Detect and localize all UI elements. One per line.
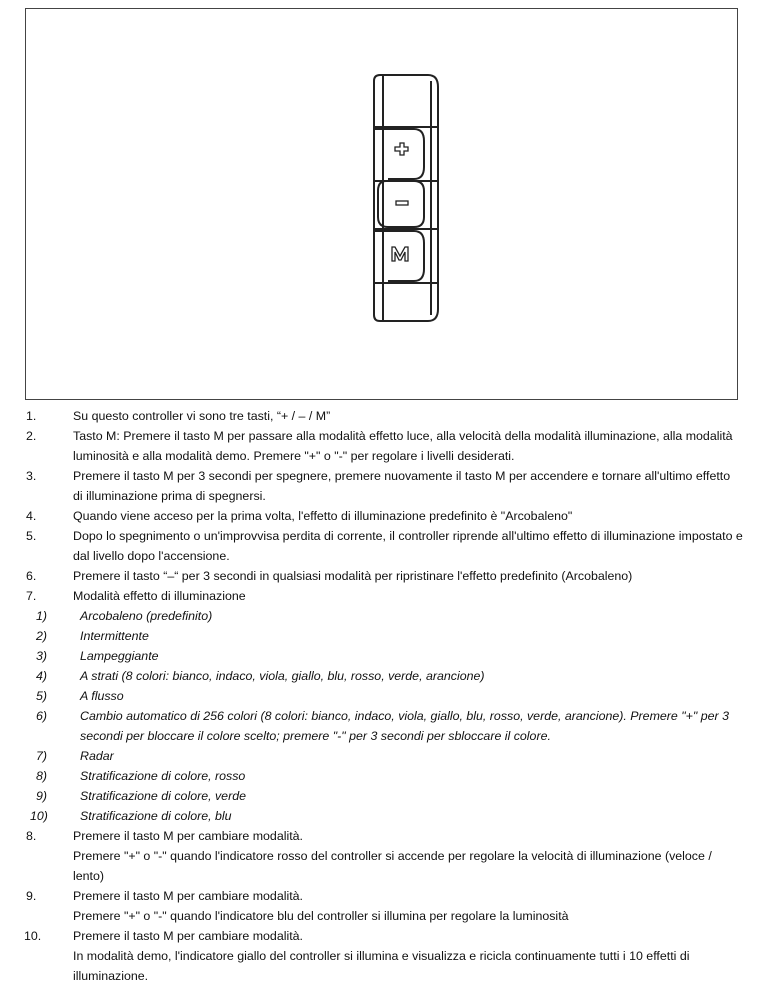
mode-number: 8) [36, 769, 48, 783]
mode-text: Radar [80, 749, 114, 763]
minus-button-shape [378, 181, 424, 227]
item-number: 8. [26, 829, 37, 843]
mode-text: Stratificazione di colore, verde [80, 789, 246, 803]
item-text: Premere il tasto M per cambiare modalità. [73, 829, 304, 843]
item-number: 2. [26, 429, 37, 443]
item-number: 3. [26, 469, 37, 483]
item-text: Premere il tasto M per cambiare modalità. [73, 889, 304, 903]
mode-text: Arcobaleno (predefinito) [80, 609, 213, 623]
mode-number: 2) [36, 629, 48, 643]
item-text: Tasto M: Premere il tasto M per passare alla modalità effetto luce, alla velocità della modalità illuminazione, alla modalità luminosità e alla modalità demo. Premere "+" o "-" per regolare i livelli desiderati. [73, 429, 733, 463]
mode-text: Stratificazione di colore, blu [80, 809, 232, 823]
item-text: Quando viene acceso per la prima volta, l'effetto di illuminazione predefinito è "Arcobaleno" [73, 509, 573, 523]
minus-icon [396, 201, 408, 205]
item-text: Premere il tasto M per cambiare modalità. [73, 929, 304, 943]
mode-text: Stratificazione di colore, rosso [80, 769, 246, 783]
item-number: 6. [26, 569, 37, 583]
mode-number: 10) [30, 809, 48, 823]
list-item [0, 526, 763, 566]
mode-text: Lampeggiante [80, 649, 159, 663]
item-number: 9. [26, 889, 37, 903]
instructions-list [0, 406, 763, 986]
controller-figure [25, 8, 738, 400]
list-item [0, 566, 763, 586]
mode-item [0, 706, 763, 746]
mode-item [0, 666, 763, 686]
mode-button-shape [374, 231, 424, 281]
mode-text: A flusso [80, 689, 124, 703]
item-number: 4. [26, 509, 37, 523]
mode-number: 1) [36, 609, 48, 623]
mode-number: 5) [36, 689, 48, 703]
plus-icon [395, 143, 408, 155]
mode-item [0, 746, 763, 766]
m-letter-icon [392, 247, 408, 261]
item-number: 5. [26, 529, 37, 543]
item-text: Premere il tasto “–“ per 3 secondi in qualsiasi modalità per ripristinare l'effetto predefinito (Arcobaleno) [73, 569, 633, 583]
mode-text: Cambio automatico di 256 colori (8 colori: bianco, indaco, viola, giallo, blu, rosso, verde, arancione). Premere "+" per 3 secondi per bloccare il colore scelto; premere "-" per 3 secondi per sbloccare il colore. [80, 709, 729, 743]
item-text: Premere il tasto M per 3 secondi per spegnere, premere nuovamente il tasto M per accendere e tornare all'ultimo effetto di illuminazione prima di spegnersi. [73, 469, 731, 503]
item-continuation: Premere "+" o "-" quando l'indicatore blu del controller si illumina per regolare la luminosità [73, 909, 569, 923]
mode-item [0, 806, 763, 826]
item-text: Modalità effetto di illuminazione [73, 589, 246, 603]
item-number: 10. [24, 929, 42, 943]
mode-number: 9) [36, 789, 48, 803]
list-item [0, 466, 763, 506]
controller-drawing [26, 9, 739, 401]
mode-number: 7) [36, 749, 48, 763]
item-number: 1. [26, 409, 37, 423]
mode-item [0, 786, 763, 806]
mode-item [0, 646, 763, 666]
list-item [0, 586, 763, 606]
mode-text: A strati (8 colori: bianco, indaco, viola, giallo, blu, rosso, verde, arancione) [80, 669, 485, 683]
item-number: 7. [26, 589, 37, 603]
mode-item [0, 766, 763, 786]
plus-button-shape [374, 129, 424, 179]
item-text: Su questo controller vi sono tre tasti, “+ / – / M” [73, 409, 331, 423]
item-continuation: In modalità demo, l'indicatore giallo del controller si illumina e visualizza e ricicla continuamente tutti i 10 effetti di illuminazione. [73, 949, 690, 983]
list-item [0, 406, 763, 426]
mode-item [0, 626, 763, 646]
mode-item [0, 606, 763, 626]
mode-number: 3) [36, 649, 48, 663]
list-item [0, 506, 763, 526]
mode-text: Intermittente [80, 629, 149, 643]
list-item [0, 886, 763, 926]
list-item [0, 926, 763, 986]
mode-number: 4) [36, 669, 48, 683]
item-text: Dopo lo spegnimento o un'improvvisa perdita di corrente, il controller riprende all'ultimo effetto di illuminazione impostato e dal livello dopo l'accensione. [73, 529, 743, 563]
mode-number: 6) [36, 709, 48, 723]
item-continuation: Premere "+" o "-" quando l'indicatore rosso del controller si accende per regolare la velocità di illuminazione (veloce / lento) [73, 849, 712, 883]
mode-item [0, 686, 763, 706]
list-item [0, 426, 763, 466]
list-item [0, 826, 763, 886]
